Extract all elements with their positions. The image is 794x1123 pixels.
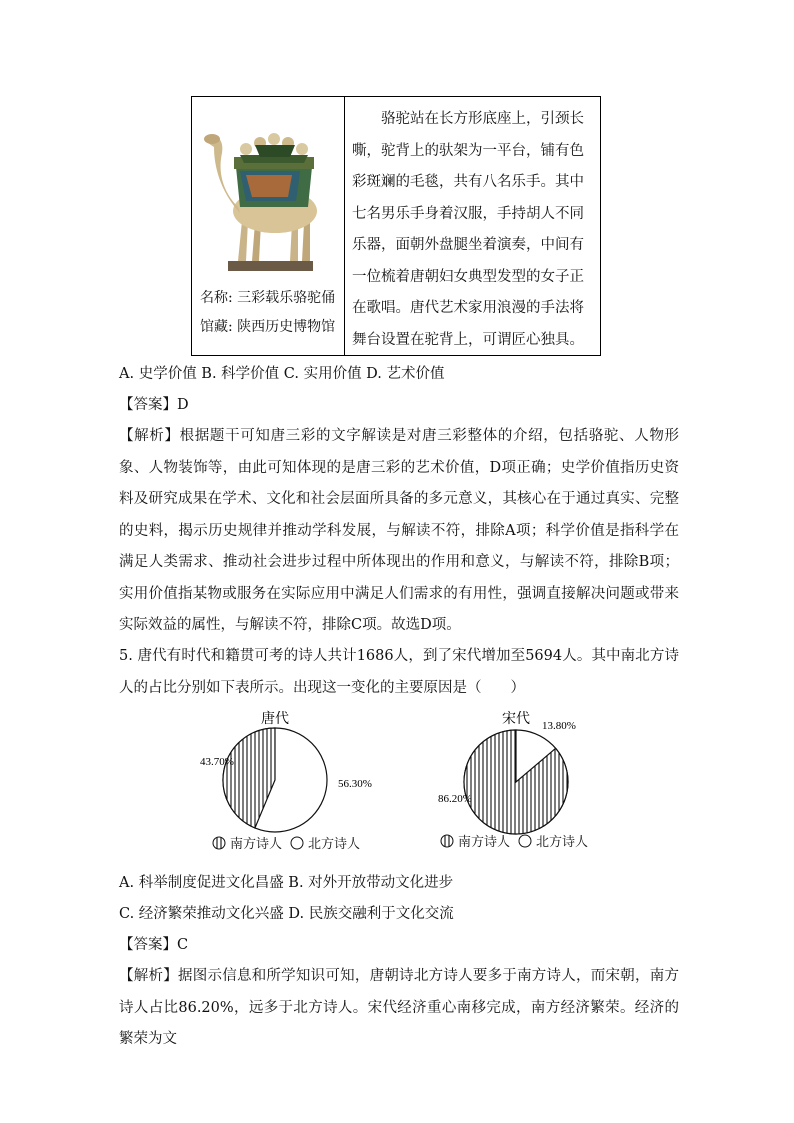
q5-answer: 【答案】C (119, 937, 189, 953)
q4-answer: 【答案】D (119, 397, 189, 413)
q4-analysis-text: 【解析】根据题干可知唐三彩的文字解读是对唐三彩整体的介绍，包括骆驼、人物形象、人物装饰等，由此可知体现的是唐三彩的艺术价值，D项正确；史学价值指历史资料及研究成果在学术、文化和社会层面所具备的多元意义，其核心在于通过真实、完整的史料，揭示历史规律并推动学科发展，与解读不符，排除A项；科学价值是指科学在满足人类需求、推动社会进步过程中所体现出的作用和意义，与解读不符，排除B项；实用价值指某物或服务在实际应用中满足人们需求的有用性，强调直接解决问题或带来实际效益的属性，与解读不符，排除C项。故选D项。 (119, 428, 679, 633)
artifact-image-cell (192, 97, 345, 355)
q5-options-cd: C. 经济繁荣推动文化兴盛 D. 民族交融利于文化交流 (119, 906, 454, 922)
legend-north-swatch-icon (290, 836, 304, 850)
pie-value-label: 86.20% (438, 793, 472, 805)
legend-south-swatch-icon (212, 836, 226, 850)
legend-song (440, 831, 588, 850)
q5-stem (119, 641, 679, 704)
pie-value-label: 43.70% (200, 756, 234, 768)
legend-north-swatch-icon (518, 834, 532, 848)
pie-value-label: 56.30% (338, 778, 372, 790)
camel-figurine-image (200, 111, 330, 281)
q4-options: A. 史学价值 B. 科学价值 C. 实用价值 D. 艺术价值 (119, 366, 445, 382)
artifact-description: 骆驼站在长方形底座上，引颈长嘶，驼背上的驮架为一平台，铺有色彩斑斓的毛毯，共有八名乐手。其中七名男乐手身着汉服，手持胡人不同乐器，面朝外盘腿坐着演奏，中间有一位梳着唐朝妇女典型发型的女子正在歌唱。唐代艺术家用浪漫的手法将舞台设置在驼背上，可谓匠心独具。 (352, 111, 584, 348)
legend-north-label: 北方诗人 (536, 835, 589, 850)
pie-title: 宋代 (502, 711, 530, 727)
legend-tang (212, 833, 360, 852)
poet-ratio-pie-charts (190, 705, 620, 840)
pie-title: 唐代 (261, 711, 289, 727)
pie-chart-1 (438, 711, 576, 834)
legend-south-label: 南方诗人 (458, 835, 511, 850)
q5-stem-text: 5. 唐代有时代和籍贯可考的诗人共计1686人，到了宋代增加至5694人。其中南北方诗人的占比分别如下表所示。出现这一变化的主要原因是（ ） (119, 648, 679, 696)
legend-south-label: 南方诗人 (230, 837, 283, 852)
pie-value-label: 13.80% (542, 720, 576, 732)
artifact-description-cell (345, 97, 600, 355)
q5-options-ab: A. 科举制度促进文化昌盛 B. 对外开放带动文化进步 (119, 875, 454, 891)
q5-analysis-text: 【解析】据图示信息和所学知识可知，唐朝诗北方诗人要多于南方诗人，而宋朝，南方诗人占比86.20%，远多于北方诗人。宋代经济重心南移完成，南方经济繁荣。经济的繁荣为文 (119, 968, 679, 1047)
q5-analysis (119, 961, 679, 1056)
legend-south-swatch-icon (440, 834, 454, 848)
artifact-table (191, 96, 601, 356)
artifact-name-caption: 名称: 三彩载乐骆驼俑 (200, 290, 336, 306)
legend-north-label: 北方诗人 (308, 837, 361, 852)
q4-analysis (119, 421, 679, 642)
pie-chart-0 (200, 711, 372, 832)
artifact-museum-caption: 馆藏: 陕西历史博物馆 (200, 319, 336, 335)
